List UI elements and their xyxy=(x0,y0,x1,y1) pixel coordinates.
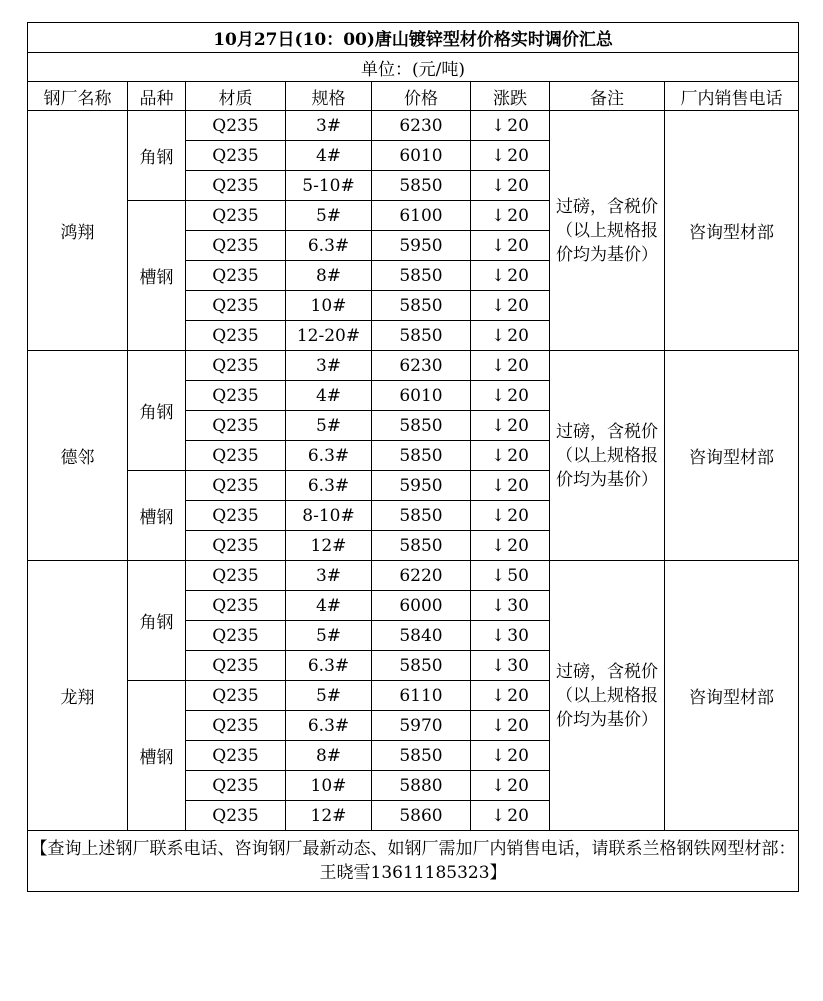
price-cell: 6220 xyxy=(372,561,471,591)
change-cell xyxy=(471,471,550,501)
change-value: 30 xyxy=(507,625,529,646)
change-value: 20 xyxy=(507,505,529,526)
change-cell xyxy=(471,711,550,741)
page-title: 10月27日(10：00)唐山镀锌型材价格实时调价汇总 xyxy=(28,23,799,53)
spec-cell: 8# xyxy=(286,261,372,291)
price-cell: 5850 xyxy=(372,411,471,441)
down-arrow-icon: ↓ xyxy=(491,805,506,826)
variety-name: 角钢 xyxy=(128,351,186,471)
change-value: 20 xyxy=(507,775,529,796)
down-arrow-icon: ↓ xyxy=(491,325,506,346)
change-value: 20 xyxy=(507,385,529,406)
down-arrow-icon: ↓ xyxy=(491,415,506,436)
material-cell: Q235 xyxy=(186,291,286,321)
change-value: 20 xyxy=(507,325,529,346)
material-cell: Q235 xyxy=(186,531,286,561)
material-cell: Q235 xyxy=(186,441,286,471)
variety-name: 槽钢 xyxy=(128,471,186,561)
down-arrow-icon: ↓ xyxy=(491,115,506,136)
contact-cell: 咨询型材部 xyxy=(665,111,799,351)
change-cell xyxy=(471,381,550,411)
material-cell: Q235 xyxy=(186,501,286,531)
price-cell: 5840 xyxy=(372,621,471,651)
note-cell: 过磅，含税价（以上规格报价均为基价） xyxy=(550,351,665,561)
down-arrow-icon: ↓ xyxy=(491,505,506,526)
change-value: 20 xyxy=(507,415,529,436)
material-cell: Q235 xyxy=(186,771,286,801)
price-cell: 5850 xyxy=(372,171,471,201)
spec-cell: 3# xyxy=(286,111,372,141)
change-value: 20 xyxy=(507,145,529,166)
change-cell xyxy=(471,771,550,801)
material-cell: Q235 xyxy=(186,561,286,591)
change-value: 20 xyxy=(507,235,529,256)
price-cell: 5850 xyxy=(372,741,471,771)
spec-cell: 12# xyxy=(286,531,372,561)
spec-cell: 6.3# xyxy=(286,231,372,261)
header-mill: 钢厂名称 xyxy=(28,82,128,111)
change-cell xyxy=(471,621,550,651)
spec-cell: 6.3# xyxy=(286,711,372,741)
down-arrow-icon: ↓ xyxy=(491,235,506,256)
material-cell: Q235 xyxy=(186,381,286,411)
header-price: 价格 xyxy=(372,82,471,111)
change-value: 20 xyxy=(507,265,529,286)
footer-text: 【查询上述钢厂联系电话、咨询钢厂最新动态、如钢厂需加厂内销售电话，请联系兰格钢铁网型材部：王晓雪13611185323】 xyxy=(28,831,799,892)
down-arrow-icon: ↓ xyxy=(491,685,506,706)
price-cell: 5850 xyxy=(372,441,471,471)
spec-cell: 12# xyxy=(286,801,372,831)
spec-cell: 8# xyxy=(286,741,372,771)
down-arrow-icon: ↓ xyxy=(491,355,506,376)
mill-name: 龙翔 xyxy=(28,561,128,831)
change-cell xyxy=(471,141,550,171)
header-contact: 厂内销售电话 xyxy=(665,82,799,111)
note-cell: 过磅，含税价（以上规格报价均为基价） xyxy=(550,111,665,351)
change-value: 20 xyxy=(507,295,529,316)
material-cell: Q235 xyxy=(186,321,286,351)
spec-cell: 5# xyxy=(286,411,372,441)
price-cell: 6010 xyxy=(372,381,471,411)
spec-cell: 6.3# xyxy=(286,441,372,471)
header-change: 涨跌 xyxy=(471,82,550,111)
down-arrow-icon: ↓ xyxy=(491,565,506,586)
change-cell xyxy=(471,171,550,201)
price-cell: 6110 xyxy=(372,681,471,711)
down-arrow-icon: ↓ xyxy=(491,295,506,316)
price-cell: 5850 xyxy=(372,531,471,561)
down-arrow-icon: ↓ xyxy=(491,145,506,166)
price-cell: 5880 xyxy=(372,771,471,801)
spec-cell: 8-10# xyxy=(286,501,372,531)
table-row xyxy=(28,351,799,381)
note-cell: 过磅，含税价（以上规格报价均为基价） xyxy=(550,561,665,831)
material-cell: Q235 xyxy=(186,261,286,291)
down-arrow-icon: ↓ xyxy=(491,745,506,766)
down-arrow-icon: ↓ xyxy=(491,655,506,676)
spec-cell: 5-10# xyxy=(286,171,372,201)
change-cell xyxy=(471,411,550,441)
change-value: 20 xyxy=(507,115,529,136)
change-value: 30 xyxy=(507,595,529,616)
spec-cell: 12-20# xyxy=(286,321,372,351)
change-cell xyxy=(471,501,550,531)
spec-cell: 4# xyxy=(286,591,372,621)
down-arrow-icon: ↓ xyxy=(491,535,506,556)
change-cell xyxy=(471,561,550,591)
material-cell: Q235 xyxy=(186,681,286,711)
price-cell: 6230 xyxy=(372,111,471,141)
material-cell: Q235 xyxy=(186,651,286,681)
price-cell: 5950 xyxy=(372,231,471,261)
header-note: 备注 xyxy=(550,82,665,111)
down-arrow-icon: ↓ xyxy=(491,265,506,286)
price-cell: 5970 xyxy=(372,711,471,741)
header-variety: 品种 xyxy=(128,82,186,111)
change-value: 20 xyxy=(507,205,529,226)
change-cell xyxy=(471,321,550,351)
price-cell: 6010 xyxy=(372,141,471,171)
spec-cell: 4# xyxy=(286,381,372,411)
material-cell: Q235 xyxy=(186,741,286,771)
change-cell xyxy=(471,651,550,681)
spec-cell: 6.3# xyxy=(286,651,372,681)
change-cell xyxy=(471,201,550,231)
change-value: 20 xyxy=(507,805,529,826)
variety-name: 槽钢 xyxy=(128,201,186,351)
price-cell: 5850 xyxy=(372,501,471,531)
material-cell: Q235 xyxy=(186,801,286,831)
material-cell: Q235 xyxy=(186,621,286,651)
header-material: 材质 xyxy=(186,82,286,111)
down-arrow-icon: ↓ xyxy=(491,445,506,466)
change-value: 20 xyxy=(507,445,529,466)
header-row xyxy=(28,82,799,111)
down-arrow-icon: ↓ xyxy=(491,715,506,736)
spec-cell: 3# xyxy=(286,561,372,591)
header-spec: 规格 xyxy=(286,82,372,111)
change-cell xyxy=(471,291,550,321)
change-value: 20 xyxy=(507,685,529,706)
material-cell: Q235 xyxy=(186,711,286,741)
change-cell xyxy=(471,111,550,141)
spec-cell: 4# xyxy=(286,141,372,171)
change-value: 20 xyxy=(507,175,529,196)
change-cell xyxy=(471,681,550,711)
price-cell: 6100 xyxy=(372,201,471,231)
price-cell: 5850 xyxy=(372,321,471,351)
price-cell: 5950 xyxy=(372,471,471,501)
variety-name: 槽钢 xyxy=(128,681,186,831)
change-cell xyxy=(471,441,550,471)
price-cell: 6000 xyxy=(372,591,471,621)
change-value: 20 xyxy=(507,535,529,556)
change-cell xyxy=(471,231,550,261)
price-cell: 6230 xyxy=(372,351,471,381)
change-cell xyxy=(471,741,550,771)
change-cell xyxy=(471,351,550,381)
material-cell: Q235 xyxy=(186,351,286,381)
table-row xyxy=(28,561,799,591)
change-value: 20 xyxy=(507,355,529,376)
change-value: 20 xyxy=(507,745,529,766)
material-cell: Q235 xyxy=(186,111,286,141)
down-arrow-icon: ↓ xyxy=(491,625,506,646)
down-arrow-icon: ↓ xyxy=(491,175,506,196)
material-cell: Q235 xyxy=(186,471,286,501)
mill-name: 鸿翔 xyxy=(28,111,128,351)
spec-cell: 10# xyxy=(286,771,372,801)
price-cell: 5850 xyxy=(372,651,471,681)
spec-cell: 5# xyxy=(286,681,372,711)
mill-name: 德邻 xyxy=(28,351,128,561)
spec-cell: 3# xyxy=(286,351,372,381)
variety-name: 角钢 xyxy=(128,561,186,681)
table-row xyxy=(28,111,799,141)
change-value: 20 xyxy=(507,715,529,736)
material-cell: Q235 xyxy=(186,411,286,441)
price-cell: 5850 xyxy=(372,291,471,321)
contact-cell: 咨询型材部 xyxy=(665,561,799,831)
spec-cell: 5# xyxy=(286,621,372,651)
spec-cell: 6.3# xyxy=(286,471,372,501)
down-arrow-icon: ↓ xyxy=(491,775,506,796)
contact-cell: 咨询型材部 xyxy=(665,351,799,561)
change-cell xyxy=(471,531,550,561)
material-cell: Q235 xyxy=(186,591,286,621)
footer-row xyxy=(28,831,799,892)
change-value: 30 xyxy=(507,655,529,676)
price-table xyxy=(27,22,799,892)
down-arrow-icon: ↓ xyxy=(491,475,506,496)
change-value: 20 xyxy=(507,475,529,496)
spec-cell: 10# xyxy=(286,291,372,321)
change-cell xyxy=(471,591,550,621)
down-arrow-icon: ↓ xyxy=(491,595,506,616)
down-arrow-icon: ↓ xyxy=(491,385,506,406)
material-cell: Q235 xyxy=(186,201,286,231)
spec-cell: 5# xyxy=(286,201,372,231)
change-cell xyxy=(471,261,550,291)
down-arrow-icon: ↓ xyxy=(491,205,506,226)
price-cell: 5860 xyxy=(372,801,471,831)
price-cell: 5850 xyxy=(372,261,471,291)
change-value: 50 xyxy=(507,565,529,586)
material-cell: Q235 xyxy=(186,141,286,171)
variety-name: 角钢 xyxy=(128,111,186,201)
change-cell xyxy=(471,801,550,831)
material-cell: Q235 xyxy=(186,171,286,201)
material-cell: Q235 xyxy=(186,231,286,261)
unit-label: 单位：(元/吨) xyxy=(28,53,799,82)
